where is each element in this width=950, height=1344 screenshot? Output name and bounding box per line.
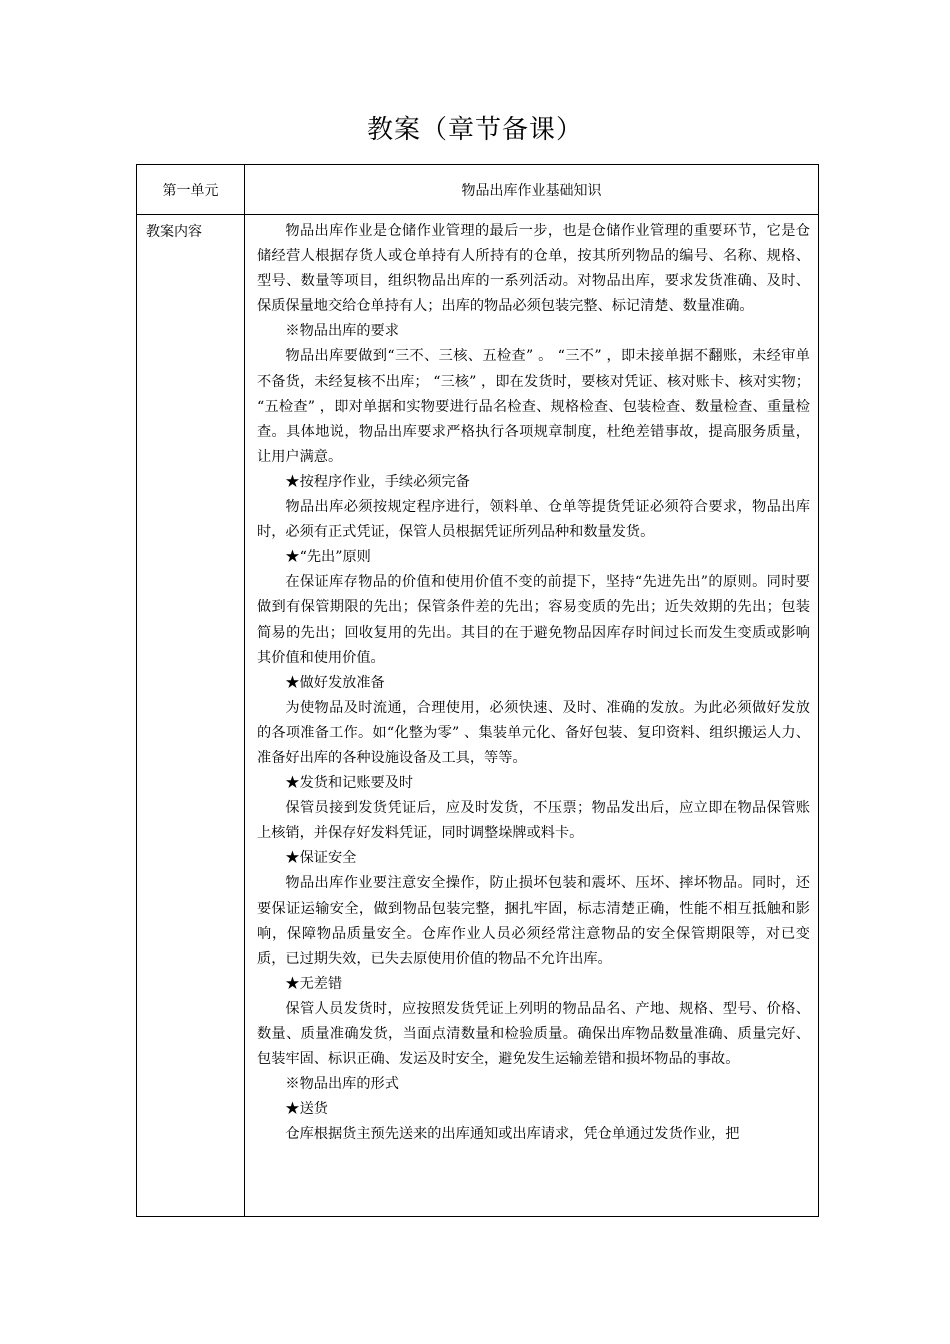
subheading: ★按程序作业，手续必须完备 — [285, 473, 470, 490]
unit-topic-cell: 物品出库作业基础知识 — [245, 165, 819, 215]
subheading: ★发货和记账要及时 — [285, 775, 414, 792]
subheading: ★“先出”原则 — [285, 549, 371, 566]
lesson-plan-table — [136, 164, 819, 1217]
section-heading: ※物品出库的形式 — [285, 1076, 399, 1093]
section-heading: ※物品出库的要求 — [285, 323, 399, 340]
paragraph: 物品出库必须按规定程序进行，领料单、仓单等提货凭证必须符合要求，物品出库时，必须有正式凭证，保管人员根据凭证所列品种和数量发货。 — [257, 499, 810, 541]
unit-row — [137, 165, 819, 215]
subheading: ★做好发放准备 — [285, 674, 385, 691]
paragraph: 仓库根据货主预先送来的出库通知或出库请求，凭仓单通过发货作业，把 — [285, 1126, 740, 1143]
unit-label-cell: 第一单元 — [137, 165, 245, 215]
paragraph: 保管人员发货时，应按照发货凭证上列明的物品品名、产地、规格、型号、价格、数量、质量准确发货，当面点清数量和检验质量。确保出库物品数量准确、质量完好、包装牢固、标识正确、发运及时安全，避免发生运输差错和损坏物品的事故。 — [257, 1000, 810, 1068]
paragraph: 为使物品及时流通，合理使用，必须快速、及时、准确的发放。为此必须做好发放的各项准备工作。如“化整为零” 、集装单元化、备好包装、复印资料、组织搬运人力、准备好出库的各种设施设备及工具，等等。 — [257, 699, 810, 766]
paragraph: 物品出库作业是仓储作业管理的最后一步，也是仓储作业管理的重要环节，它是仓储经营人根据存货人或仓单持有人所持有的仓单，按其所列物品的编号、名称、规格、型号、数量等项目，组织物品出库的一系列活动。对物品出库，要求发货准确、及时、保质保量地交给仓单持有人；出库的物品必须包装完整、标记清楚、数量准确。 — [257, 223, 810, 315]
content-row — [137, 215, 819, 1217]
paragraph: 保管员接到发货凭证后，应及时发货，不压票；物品发出后，应立即在物品保管账上核销，并保存好发料凭证，同时调整垛牌或料卡。 — [257, 800, 810, 842]
paragraph: 物品出库作业要注意安全操作，防止损坏包装和震坏、压坏、摔坏物品。同时，还要保证运输安全，做到物品包装完整，捆扎牢固，标志清楚正确，性能不相互抵触和影响，保障物品质量安全。仓库作业人员必须经常注意物品的安全保管期限等，对已变质，已过期失效，已失去原使用价值的物品不允许出库。 — [257, 875, 810, 967]
paragraph: 物品出库要做到“三不、三核、五检查” 。 “三不” ，即未接单据不翻账，未经审单不备货，未经复核不出库； “三核” ，即在发货时，要核对凭证、核对账卡、核对实物； “五检查” ，即对单据和实物要进行品名检查、规格检查、包装检查、数量检查、重量检查。具体地说，物品出库要求严格执行各项规章制度，杜绝差错事故，提高服务质量，让用户满意。 — [257, 348, 810, 465]
subheading: ★送货 — [285, 1101, 328, 1118]
paragraph: 在保证库存物品的价值和使用价值不变的前提下，坚持“先进先出”的原则。同时要做到有保管期限的先出；保管条件差的先出；容易变质的先出；近失效期的先出；包装简易的先出；回收复用的先出。其目的在于避免物品因库存时间过长而发生变质或影响其价值和使用价值。 — [257, 574, 810, 666]
page-title: 教案（章节备课） — [366, 115, 583, 145]
content-label-cell: 教案内容 — [137, 215, 245, 1217]
subheading: ★保证安全 — [285, 850, 357, 867]
content-cell — [245, 215, 819, 1217]
subheading: ★无差错 — [285, 975, 343, 992]
